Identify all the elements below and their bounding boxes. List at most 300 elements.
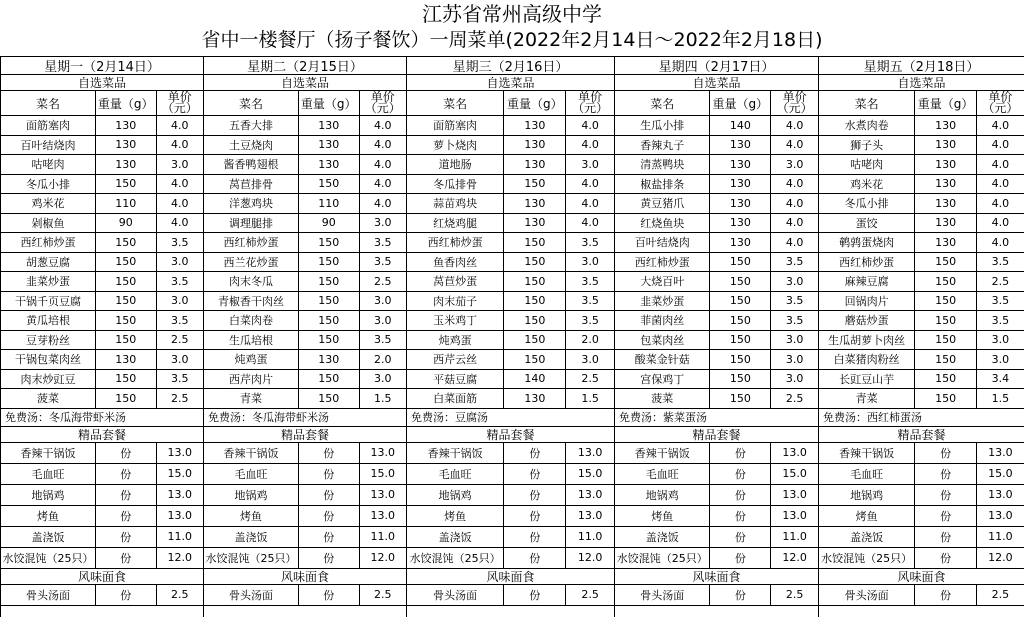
- dish-row: [407, 155, 614, 175]
- set-meal-unit: 份: [96, 527, 157, 547]
- dish-row: [407, 370, 614, 390]
- dish-row: [1, 155, 203, 175]
- dish-weight: 130: [299, 136, 360, 155]
- dish-weight: 150: [710, 292, 771, 311]
- dish-price: 1.5: [581, 391, 599, 405]
- set-meal-unit: 份: [504, 548, 566, 568]
- day-header-row: [407, 56, 614, 75]
- column-header-row: [407, 91, 614, 116]
- set-meal-item-row: [1, 506, 203, 527]
- free-soup-row: [819, 409, 1024, 427]
- set-meal-name: 烤鱼: [204, 506, 299, 526]
- dish-price: 4.0: [581, 118, 599, 132]
- dish-price: 4.0: [374, 118, 392, 132]
- dish-weight: 150: [710, 272, 771, 291]
- dish-row: [819, 233, 1024, 253]
- dish-row: [1, 116, 203, 136]
- self-select-label: 自选菜品: [486, 76, 535, 90]
- dish-weight: 130: [504, 214, 566, 233]
- set-meal-item-row: [819, 464, 1024, 485]
- dish-price: 2.5: [374, 274, 392, 288]
- dish-name: 面筋塞肉: [1, 116, 96, 135]
- dish-weight: 150: [710, 370, 771, 389]
- dish-row: [407, 253, 614, 273]
- dish-weight: 130: [504, 389, 566, 408]
- set-meal-item-row: [1, 527, 203, 548]
- set-meal-unit: 份: [915, 548, 977, 568]
- set-meal-unit: 份: [299, 464, 360, 484]
- header-price: 单价（元）: [572, 91, 609, 115]
- set-meal-unit: 份: [299, 527, 360, 547]
- day-header-row: [204, 56, 406, 75]
- self-select-label: 自选菜品: [77, 76, 126, 90]
- dish-row: [1, 175, 203, 195]
- dish-row: [204, 175, 406, 195]
- dish-price: 4.0: [991, 196, 1010, 210]
- dish-price: 2.0: [581, 333, 599, 347]
- noodle-price: 2.5: [171, 588, 189, 601]
- dish-price: 4.0: [785, 138, 804, 152]
- dish-name: 黄豆猪爪: [615, 194, 710, 213]
- noodle-label-row: [204, 569, 406, 585]
- dish-name: 白菜面筋: [407, 389, 504, 408]
- set-meal-unit: 份: [710, 527, 771, 547]
- dish-row: [204, 233, 406, 253]
- set-meal-item-row: [407, 443, 614, 464]
- dish-row: [1, 370, 203, 390]
- set-meal-name: 水饺混饨（25只）: [615, 548, 710, 568]
- dish-price: 3.5: [171, 313, 189, 327]
- set-meal-unit: 份: [299, 506, 360, 526]
- dish-price: 4.0: [991, 216, 1010, 230]
- set-meal-row: [819, 427, 1024, 443]
- set-meal-item-row: [615, 485, 818, 506]
- dish-weight: 150: [915, 389, 977, 408]
- dish-weight: 150: [299, 370, 360, 389]
- dish-row: [1, 311, 203, 331]
- noodle-label-row: [1, 569, 203, 585]
- dish-weight: 150: [915, 253, 977, 272]
- dish-price: 3.0: [785, 372, 804, 386]
- set-meal-item-row: [819, 548, 1024, 569]
- header-weight: 重量（g）: [299, 91, 360, 115]
- dish-weight: 130: [915, 116, 977, 135]
- free-soup: 免费汤：西红柿蛋汤: [823, 411, 922, 424]
- dish-name: 黄瓜培根: [1, 311, 96, 330]
- dish-price: 3.5: [581, 294, 599, 308]
- dish-weight: 150: [299, 311, 360, 330]
- dish-name: 清蒸鸭块: [615, 155, 710, 174]
- dish-weight: 130: [299, 155, 360, 174]
- dish-row: [819, 389, 1024, 409]
- school-title: 江苏省常州高级中学: [422, 2, 602, 26]
- set-meal-name: 水饺混饨（25只）: [204, 548, 299, 568]
- dish-name: 生瓜培根: [204, 331, 299, 350]
- set-meal-price: 15.0: [167, 467, 192, 480]
- dish-name: 红烧鸡腿: [407, 214, 504, 233]
- dish-weight: 130: [915, 214, 977, 233]
- dish-price: 4.0: [171, 138, 189, 152]
- dish-row: [407, 331, 614, 351]
- self-select-label: 自选菜品: [692, 76, 741, 90]
- dish-row: [1, 389, 203, 409]
- dish-row: [407, 136, 614, 156]
- set-meal-price: 13.0: [577, 488, 603, 501]
- dish-name: 豆芽粉丝: [1, 331, 96, 350]
- dish-name: 韭菜炒蛋: [1, 272, 96, 291]
- day-header-row: [615, 56, 818, 75]
- dish-name: 干锅千页豆腐: [1, 292, 96, 311]
- dish-row: [819, 155, 1024, 175]
- set-meal-item-row: [615, 464, 818, 485]
- dish-price: 3.5: [581, 235, 599, 249]
- noodle-label-row: [819, 569, 1024, 585]
- set-meal-name: 盖浇饭: [407, 527, 504, 547]
- dish-weight: 130: [915, 194, 977, 213]
- dish-name: 西红柿炒蛋: [204, 233, 299, 252]
- dish-name: 西芹肉片: [204, 370, 299, 389]
- free-soup: 免费汤：冬瓜海带虾米汤: [5, 411, 126, 424]
- set-meal-name: 烤鱼: [407, 506, 504, 526]
- set-meal-unit: 份: [504, 527, 566, 547]
- dish-row: [407, 194, 614, 214]
- dish-row: [1, 253, 203, 273]
- set-meal-price: 11.0: [988, 530, 1013, 543]
- dish-name: 西红柿炒蛋: [615, 253, 710, 272]
- dish-name: 蒜苗鸡块: [407, 194, 504, 213]
- set-meal-label: 精品套餐: [77, 427, 126, 442]
- day-column: [203, 56, 406, 617]
- dish-weight: 150: [299, 292, 360, 311]
- dish-price: 4.0: [374, 196, 392, 210]
- free-soup: 免费汤：豆腐汤: [411, 411, 488, 424]
- dish-name: 干锅包菜肉丝: [1, 350, 96, 369]
- dish-price: 3.0: [171, 157, 189, 171]
- dish-name: 蘑菇炒蛋: [819, 311, 915, 330]
- set-meal-unit: 份: [915, 443, 977, 463]
- dish-name: 西红柿炒蛋: [1, 233, 96, 252]
- set-meal-name: 香辣干锅饭: [1, 443, 96, 463]
- dish-price: 4.0: [991, 118, 1010, 132]
- set-meal-item-row: [204, 527, 406, 548]
- dish-name: 宫保鸡丁: [615, 370, 710, 389]
- dish-name: 青菜: [204, 389, 299, 408]
- self-select-row: [615, 75, 818, 91]
- dish-row: [407, 214, 614, 234]
- dish-price: 4.0: [581, 216, 599, 230]
- set-meal-item-row: [1, 548, 203, 569]
- dish-price: 3.0: [171, 294, 189, 308]
- column-header-row: [819, 91, 1024, 116]
- header-weight: 重量（g）: [96, 91, 157, 115]
- dish-price: 3.0: [171, 352, 189, 366]
- dish-name: 炖鸡蛋: [204, 350, 299, 369]
- set-meal-unit: 份: [299, 548, 360, 568]
- set-meal-item-row: [819, 506, 1024, 527]
- dish-price: 4.0: [171, 177, 189, 191]
- dish-weight: 150: [504, 272, 566, 291]
- self-select-label: 自选菜品: [280, 76, 329, 90]
- noodle-unit: 份: [710, 585, 771, 605]
- set-meal-item-row: [407, 548, 614, 569]
- set-meal-name: 毛血旺: [204, 464, 299, 484]
- dish-name: 剁椒鱼: [1, 214, 96, 233]
- dish-price: 3.5: [991, 313, 1010, 327]
- dish-row: [204, 389, 406, 409]
- dish-name: 肉末冬瓜: [204, 272, 299, 291]
- dish-weight: 150: [915, 350, 977, 369]
- dish-row: [204, 214, 406, 234]
- dish-price: 3.5: [785, 255, 804, 269]
- set-meal-item-row: [204, 506, 406, 527]
- header-price: 单价（元）: [364, 91, 401, 115]
- dish-name: 鸡米花: [1, 194, 96, 213]
- set-meal-price: 15.0: [577, 467, 603, 480]
- dish-row: [407, 233, 614, 253]
- dish-name: 西芹云丝: [407, 350, 504, 369]
- set-meal-price: 13.0: [370, 446, 395, 459]
- dish-price: 3.5: [374, 255, 392, 269]
- noodle-item-row: [819, 585, 1024, 606]
- dish-price: 3.0: [171, 255, 189, 269]
- dish-name: 香辣丸子: [615, 136, 710, 155]
- dish-weight: 150: [299, 253, 360, 272]
- header-dish-name: 菜名: [1, 91, 96, 115]
- dish-price: 3.0: [581, 157, 599, 171]
- set-meal-name: 香辣干锅饭: [204, 443, 299, 463]
- set-meal-item-row: [615, 506, 818, 527]
- dish-weight: 150: [96, 272, 157, 291]
- set-meal-name: 地锅鸡: [615, 485, 710, 505]
- dish-row: [407, 389, 614, 409]
- dish-row: [819, 272, 1024, 292]
- dish-row: [819, 116, 1024, 136]
- dish-row: [615, 311, 818, 331]
- dish-weight: 150: [915, 272, 977, 291]
- set-meal-price: 11.0: [782, 530, 807, 543]
- dish-name: 菲菌肉丝: [615, 311, 710, 330]
- dish-row: [819, 350, 1024, 370]
- dish-price: 3.0: [785, 352, 804, 366]
- dish-price: 3.0: [785, 333, 804, 347]
- dish-name: 西红柿炒蛋: [819, 253, 915, 272]
- dish-price: 2.5: [171, 333, 189, 347]
- dish-price: 4.0: [581, 177, 599, 191]
- weekly-menu-table: [0, 56, 1024, 617]
- dish-weight: 150: [504, 311, 566, 330]
- dish-weight: 130: [299, 350, 360, 369]
- dish-price: 3.5: [785, 294, 804, 308]
- set-meal-unit: 份: [710, 548, 771, 568]
- header-dish-name: 菜名: [407, 91, 504, 115]
- dish-weight: 130: [96, 116, 157, 135]
- dish-name: 青菜: [819, 389, 915, 408]
- set-meal-name: 盖浇饭: [615, 527, 710, 547]
- set-meal-name: 地锅鸡: [204, 485, 299, 505]
- dish-price: 3.0: [785, 274, 804, 288]
- set-meal-price: 13.0: [167, 488, 192, 501]
- free-soup: 免费汤：紫菜蛋汤: [619, 411, 707, 424]
- self-select-row: [819, 75, 1024, 91]
- dish-price: 4.0: [991, 138, 1010, 152]
- dish-name: 调理腿排: [204, 214, 299, 233]
- menu-title-block: [0, 2, 1024, 56]
- dish-weight: 150: [96, 331, 157, 350]
- noodle-unit: 份: [915, 585, 977, 605]
- dish-price: 3.0: [374, 313, 392, 327]
- dish-name: 蛋饺: [819, 214, 915, 233]
- column-header-row: [615, 91, 818, 116]
- dish-row: [204, 155, 406, 175]
- noodle-label-row: [407, 569, 614, 585]
- dish-price: 2.5: [581, 372, 599, 386]
- set-meal-item-row: [819, 443, 1024, 464]
- dish-name: 酸菜金针菇: [615, 350, 710, 369]
- dish-weight: 90: [96, 214, 157, 233]
- dish-weight: 150: [710, 350, 771, 369]
- noodle-item-row: [204, 585, 406, 606]
- dish-price: 4.0: [374, 157, 392, 171]
- dish-weight: 150: [299, 272, 360, 291]
- dish-name: 麻辣豆腐: [819, 272, 915, 291]
- day-column: [406, 56, 614, 617]
- set-meal-row: [615, 427, 818, 443]
- dish-row: [615, 370, 818, 390]
- noodle-unit: 份: [96, 585, 157, 605]
- set-meal-item-row: [407, 527, 614, 548]
- dish-row: [819, 311, 1024, 331]
- set-meal-unit: 份: [96, 485, 157, 505]
- set-meal-unit: 份: [504, 485, 566, 505]
- dish-name: 菠菜: [1, 389, 96, 408]
- dish-row: [615, 214, 818, 234]
- dish-weight: 130: [710, 194, 771, 213]
- dish-price: 4.0: [581, 138, 599, 152]
- dish-row: [204, 272, 406, 292]
- dish-price: 4.0: [991, 177, 1010, 191]
- noodle-price: 2.5: [581, 588, 599, 601]
- set-meal-price: 13.0: [577, 509, 603, 522]
- dish-price: 3.5: [785, 313, 804, 327]
- dish-row: [204, 116, 406, 136]
- noodle-name: 骨头汤面: [615, 585, 710, 605]
- dish-weight: 150: [915, 292, 977, 311]
- dish-row: [204, 350, 406, 370]
- day-column: [614, 56, 818, 617]
- set-meal-item-row: [1, 443, 203, 464]
- dish-row: [1, 136, 203, 156]
- dish-price: 4.0: [171, 118, 189, 132]
- dish-weight: 150: [96, 311, 157, 330]
- set-meal-name: 水饺混饨（25只）: [1, 548, 96, 568]
- dish-name: 鱼香肉丝: [407, 253, 504, 272]
- day-header: 星期四（2月17日）: [658, 60, 775, 74]
- set-meal-item-row: [615, 527, 818, 548]
- set-meal-unit: 份: [915, 506, 977, 526]
- dish-row: [204, 331, 406, 351]
- header-price: 单价（元）: [982, 91, 1019, 115]
- dish-row: [615, 136, 818, 156]
- dish-name: 咕咾肉: [1, 155, 96, 174]
- set-meal-price: 12.0: [988, 551, 1013, 564]
- menu-subtitle: 省中一楼餐厅（扬子餐饮）一周菜单(2022年2月14日～2022年2月18日): [201, 29, 823, 51]
- dish-row: [615, 155, 818, 175]
- dish-price: 4.0: [785, 118, 804, 132]
- set-meal-label: 精品套餐: [897, 427, 946, 442]
- dish-weight: 150: [96, 175, 157, 194]
- dish-row: [204, 136, 406, 156]
- dish-weight: 130: [96, 350, 157, 369]
- dish-weight: 130: [710, 136, 771, 155]
- set-meal-name: 毛血旺: [1, 464, 96, 484]
- dish-row: [615, 116, 818, 136]
- dish-row: [819, 370, 1024, 390]
- dish-weight: 130: [710, 214, 771, 233]
- set-meal-label: 精品套餐: [280, 427, 329, 442]
- set-meal-unit: 份: [710, 443, 771, 463]
- dish-name: 五香大排: [204, 116, 299, 135]
- noodle-unit: 份: [504, 585, 566, 605]
- dish-weight: 150: [299, 331, 360, 350]
- dish-price: 3.5: [581, 274, 599, 288]
- dish-row: [615, 272, 818, 292]
- set-meal-item-row: [819, 485, 1024, 506]
- set-meal-name: 盖浇饭: [1, 527, 96, 547]
- set-meal-price: 13.0: [370, 509, 395, 522]
- dish-price: 4.0: [171, 216, 189, 230]
- dish-row: [204, 292, 406, 312]
- noodle-label-row: [615, 569, 818, 585]
- set-meal-price: 13.0: [782, 446, 807, 459]
- day-header: 星期五（2月18日）: [863, 60, 980, 74]
- noodle-item-row: [615, 585, 818, 606]
- dish-name: 百叶结烧肉: [615, 233, 710, 252]
- dish-weight: 130: [504, 155, 566, 174]
- dish-weight: 130: [504, 194, 566, 213]
- free-soup-row: [1, 409, 203, 427]
- dish-row: [1, 214, 203, 234]
- set-meal-price: 11.0: [577, 530, 603, 543]
- set-meal-item-row: [819, 527, 1024, 548]
- dish-weight: 130: [710, 175, 771, 194]
- set-meal-name: 香辣干锅饭: [819, 443, 915, 463]
- set-meal-price: 13.0: [782, 509, 807, 522]
- set-meal-price: 13.0: [370, 488, 395, 501]
- dish-name: 西兰花炒蛋: [204, 253, 299, 272]
- day-column: [0, 56, 203, 617]
- set-meal-price: 15.0: [988, 467, 1013, 480]
- dish-weight: 150: [710, 253, 771, 272]
- dish-name: 洋葱鸡块: [204, 194, 299, 213]
- header-price: 单价（元）: [161, 91, 198, 115]
- dish-weight: 130: [504, 116, 566, 135]
- set-meal-unit: 份: [96, 506, 157, 526]
- set-meal-name: 地锅鸡: [1, 485, 96, 505]
- set-meal-name: 地锅鸡: [407, 485, 504, 505]
- dish-price: 1.5: [991, 391, 1010, 405]
- noodle-label: 风味面食: [692, 569, 741, 584]
- dish-weight: 90: [299, 214, 360, 233]
- set-meal-price: 13.0: [167, 509, 192, 522]
- dish-weight: 140: [710, 116, 771, 135]
- dish-price: 4.0: [991, 235, 1010, 249]
- dish-name: 长豇豆山芋: [819, 370, 915, 389]
- dish-name: 酱香鸭翅根: [204, 155, 299, 174]
- dish-weight: 130: [915, 136, 977, 155]
- dish-weight: 150: [299, 389, 360, 408]
- dish-weight: 130: [915, 155, 977, 174]
- set-meal-price: 13.0: [988, 488, 1013, 501]
